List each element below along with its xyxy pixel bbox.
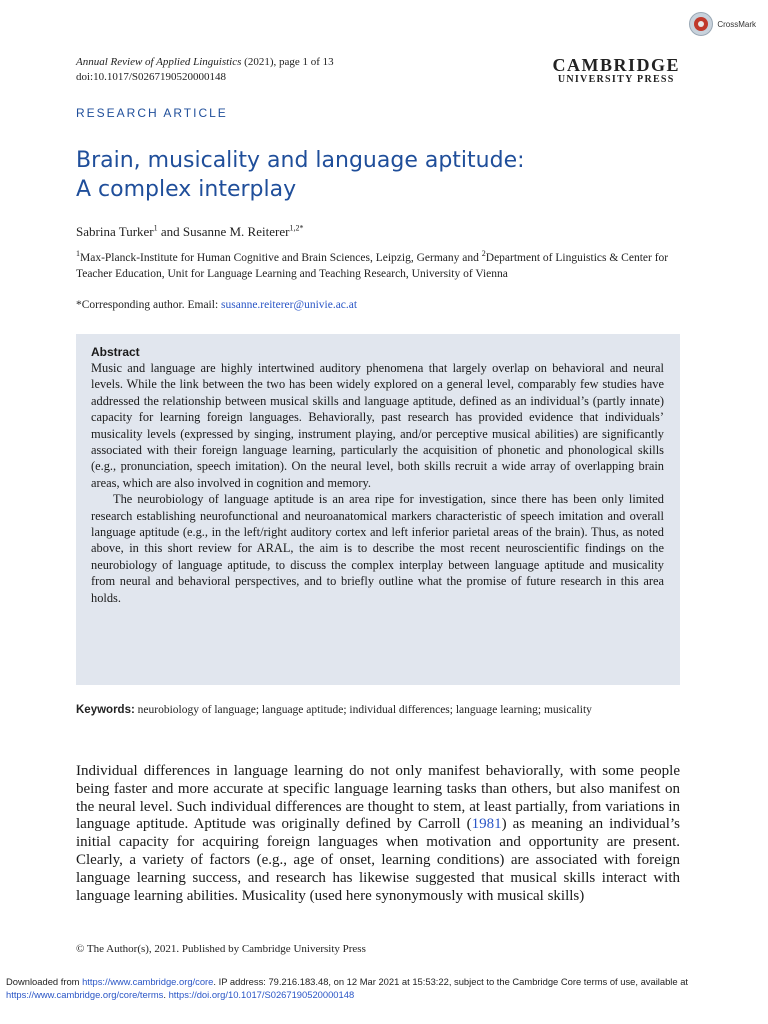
abstract-box xyxy=(76,334,680,685)
footer-text: Downloaded from xyxy=(6,976,83,987)
abstract-paragraph: The neurobiology of language aptitude is an area ripe for investigation, since there has been only limited research establishing neurofunctional and neuroanatomical markers characteristic of speech imitation and overall language aptitude (e.g., in the left/right auditory cortex and left inferior parietal areas of the brain). Thus, as noted above, in this short review for ARAL, the aim is to describe the most recent neuroscientific findings on the neurobiology of language aptitude, to discuss the complex interplay between language aptitude and musicality from neural and behavioral perspectives, and to briefly outline what the promise of future research in this area holds. xyxy=(91,492,664,605)
journal-title: Annual Review of Applied Linguistics xyxy=(76,56,242,68)
footer-text: . IP address: 79.216.183.48, on 12 Mar 2021 at 15:53:22, subject to the Cambridge Core terms of use, available at xyxy=(213,976,689,987)
authors xyxy=(76,224,303,240)
author-name: Susanne M. Reiterer xyxy=(182,224,290,239)
affil-text: Department of Linguistics & Center for Teacher Education, Unit for Language Learning and Teaching Research, University of Vienna xyxy=(76,252,669,280)
journal-info xyxy=(76,55,334,85)
author-affil-marker: 1,2* xyxy=(289,223,304,233)
publisher-subname: UNIVERSITY PRESS xyxy=(557,74,675,85)
footer-link-terms[interactable]: https://www.cambridge.org/core/terms xyxy=(6,989,164,1000)
affil-text: Max-Planck-Institute for Human Cognitive and Brain Sciences, Leipzig, Germany and xyxy=(80,252,482,264)
abstract-heading: Abstract xyxy=(91,345,140,359)
affil-marker: 2 xyxy=(481,249,486,259)
publisher-logo xyxy=(552,56,680,86)
title-line-1: Brain, musicality and language aptitude: xyxy=(76,148,525,173)
copyright-notice: © The Author(s), 2021. Published by Cambridge University Press xyxy=(76,943,366,955)
body-paragraph xyxy=(76,763,680,905)
email-link[interactable]: susanne.reiterer@univie.ac.at xyxy=(221,299,358,311)
crossmark-icon xyxy=(689,12,713,36)
crossmark-label: CrossMark xyxy=(717,19,756,29)
affiliations xyxy=(76,250,682,282)
publisher-name: CAMBRIDGE xyxy=(552,55,680,75)
journal-citation xyxy=(76,55,334,70)
keywords-text: neurobiology of language; language aptitude; individual differences; language learning; musicality xyxy=(134,704,592,716)
authors-conjunction: and xyxy=(157,224,183,239)
body-text: ) as meaning an individual’s initial capacity for acquiring foreign languages when motivation and opportunity are present. Clearly, a variety of factors (e.g., age of onset, learning conditions) are associated with foreign language learning success, and research has likewise suggested that musical skills interact with language learning abilities. Musicality (used here synonymously with musical skills) xyxy=(76,816,680,904)
corresponding-prefix: *Corresponding author. Email: xyxy=(76,299,222,311)
keywords xyxy=(76,702,680,718)
body-text: Individual differences in language learning do not only manifest behaviorally, with some people being faster and more accurate at specific language learning tasks than others, but also manifest on the neural level. Such individual differences are thought to stem, at least partially, from variations in language aptitude. Aptitude was originally defined by Carroll ( xyxy=(76,763,680,833)
author-name: Sabrina Turker xyxy=(76,224,154,239)
footer-text: . xyxy=(163,989,169,1000)
affil-marker: 1 xyxy=(76,249,80,259)
title-line-2: A complex interplay xyxy=(76,177,297,202)
journal-pages: (2021), page 1 of 13 xyxy=(241,56,334,68)
footer-link-core[interactable]: https://www.cambridge.org/core xyxy=(82,976,214,987)
download-footer xyxy=(6,975,756,1001)
article-title xyxy=(76,146,696,204)
footer-link-doi[interactable]: https://doi.org/10.1017/S0267190520000148 xyxy=(168,989,355,1000)
journal-doi: doi:10.1017/S0267190520000148 xyxy=(76,71,227,83)
crossmark-badge[interactable] xyxy=(689,12,756,36)
author-affil-marker: 1 xyxy=(153,223,158,233)
citation-link[interactable]: 1981 xyxy=(471,816,502,833)
keywords-label: Keywords: xyxy=(76,704,135,716)
corresponding-author xyxy=(76,299,357,311)
abstract-paragraph: Music and language are highly intertwined auditory phenomena that largely overlap on behavioral and neural levels. While the link between the two has been widely explored on a general level, comparably few studies have addressed the relationship between musical skills and language aptitude, defined as an individual’s (partly innate) capacity for learning foreign languages. Behaviorally, past research has provided evidence that individuals’ musicality levels (expressed by singing, instrument playing, and/or perceptive musical abilities) are significantly associated with their foreign language learning, particularly the acquisition of phonetic and phonological skills (e.g., pronunciation, speech imitation). On the neural level, both skills recruit a wide array of overlapping brain areas, which are also involved in cognition and memory. xyxy=(91,361,664,490)
section-label: RESEARCH ARTICLE xyxy=(76,106,228,120)
